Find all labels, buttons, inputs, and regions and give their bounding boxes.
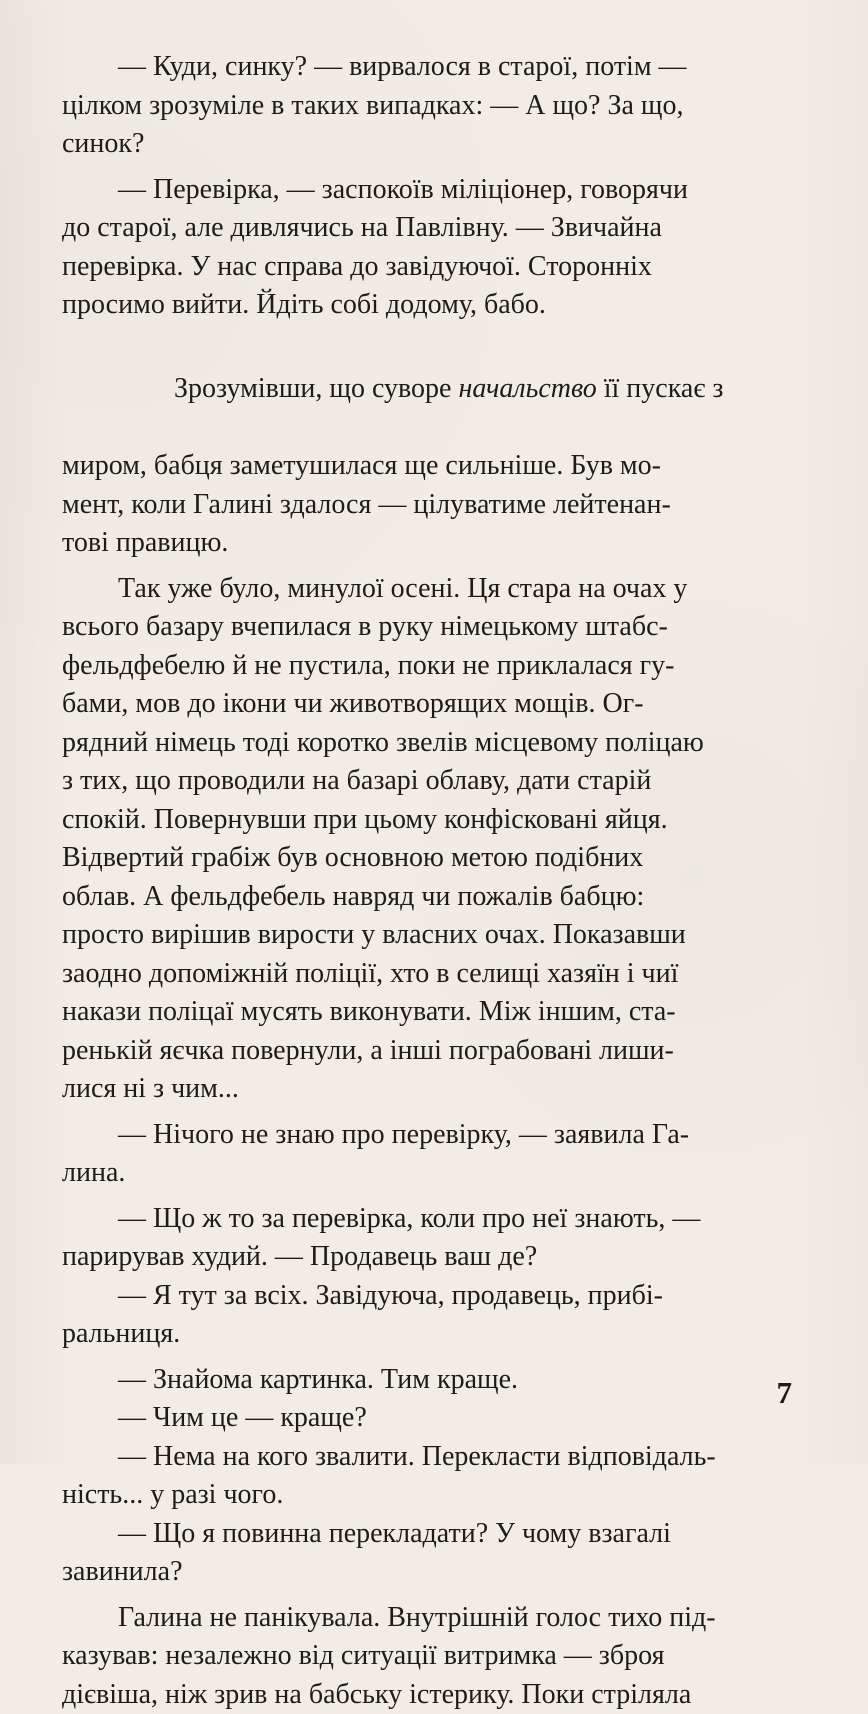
text-segment: її пускає з <box>597 373 724 404</box>
text-line: лися ні з чим... <box>62 1070 804 1109</box>
paragraph-4 <box>62 570 804 1109</box>
text-line-with-italic <box>62 332 804 448</box>
text-line: — Знайома картинка. Тим краще. <box>62 1361 804 1400</box>
text-line: всього базару вчепилася в руку німецькому штабс- <box>62 608 804 647</box>
text-line: до старої, але дивлячись на Павлівну. — Звичайна <box>62 209 804 248</box>
text-line: — Перевірка, — заспокоїв міліціонер, говорячи <box>62 171 804 210</box>
paragraph-2 <box>62 171 804 325</box>
text-line: спокій. Повернувши при цьому конфісковані яйця. <box>62 801 804 840</box>
text-line: лина. <box>62 1154 804 1193</box>
paragraph-1 <box>62 48 804 164</box>
text-line: фельдфебелю й не пустила, поки не приклалася гу- <box>62 647 804 686</box>
text-line: миром, бабця заметушилася ще сильніше. Був мо- <box>62 447 804 486</box>
text-line: тові правицю. <box>62 524 804 563</box>
paragraph-gap <box>62 1354 804 1361</box>
text-line: з тих, що проводили на базарі облаву, дати старій <box>62 762 804 801</box>
paragraph-3 <box>62 332 804 563</box>
text-line: казував: незалежно від ситуації витримка — зброя <box>62 1637 804 1676</box>
text-line: парирував худий. — Продавець ваш де? <box>62 1238 804 1277</box>
paragraph-10 <box>62 1438 804 1515</box>
paragraph-7 <box>62 1277 804 1354</box>
text-line: — Нема на кого звалити. Перекласти відповідаль- <box>62 1438 804 1477</box>
text-line: ральниця. <box>62 1315 804 1354</box>
paragraph-5 <box>62 1116 804 1193</box>
paragraph-gap <box>62 1592 804 1599</box>
text-line: бами, мов до ікони чи животворящих мощів. Ог- <box>62 685 804 724</box>
text-segment: Зрозумівши, що суворе <box>174 373 458 404</box>
text-line: — Що ж то за перевірка, коли про неї знають, — <box>62 1200 804 1239</box>
text-line: просто вирішив вирости у власних очах. Показавши <box>62 916 804 955</box>
text-line: ренькій яєчка повернули, а інші пограбовані лиши- <box>62 1032 804 1071</box>
text-line: цілком зрозуміле в таких випадках: — А що? За що, <box>62 87 804 126</box>
paragraph-8 <box>62 1361 804 1400</box>
paragraph-11 <box>62 1515 804 1592</box>
text-line: Так уже було, минулої осені. Ця стара на очах у <box>62 570 804 609</box>
text-line: заодно допоміжній поліції, хто в селищі хазяїн і чиї <box>62 955 804 994</box>
text-line: облав. А фельдфебель навряд чи пожалів бабцю: <box>62 878 804 917</box>
text-line: — Чим це — краще? <box>62 1399 804 1438</box>
text-line: синок? <box>62 125 804 164</box>
text-line: завинила? <box>62 1553 804 1592</box>
text-line: просимо вийти. Йдіть собі додому, бабо. <box>62 286 804 325</box>
text-line: — Що я повинна перекладати? У чому взагалі <box>62 1515 804 1554</box>
text-line: — Я тут за всіх. Завідуюча, продавець, прибі- <box>62 1277 804 1316</box>
page-text <box>62 48 804 1714</box>
text-line: Відвертий грабіж був основною метою подібних <box>62 839 804 878</box>
text-line: ність... у разі чого. <box>62 1476 804 1515</box>
text-line: накази поліцаї мусять виконувати. Між іншим, ста- <box>62 993 804 1032</box>
text-line: Галина не панікувала. Внутрішній голос тихо під- <box>62 1599 804 1638</box>
paragraph-9 <box>62 1399 804 1438</box>
paragraph-gap <box>62 325 804 332</box>
text-line: — Куди, синку? — вирвалося в старої, потім — <box>62 48 804 87</box>
paragraph-gap <box>62 563 804 570</box>
text-line: рядний німець тоді коротко звелів місцевому поліцаю <box>62 724 804 763</box>
paragraph-gap <box>62 164 804 171</box>
page-number: 7 <box>777 1377 793 1408</box>
paragraph-gap <box>62 1193 804 1200</box>
paragraph-gap <box>62 1109 804 1116</box>
text-line: перевірка. У нас справа до завідуючої. Сторонніх <box>62 248 804 287</box>
paragraph-6 <box>62 1200 804 1277</box>
text-line: — Нічого не знаю про перевірку, — заявила Га- <box>62 1116 804 1155</box>
paragraph-12 <box>62 1599 804 1714</box>
text-line: мент, коли Галині здалося — цілуватиме лейтенан- <box>62 486 804 525</box>
text-line: дієвіша, ніж зрив на бабську істерику. Поки стріляла <box>62 1676 804 1714</box>
italic-word: начальство <box>458 373 596 404</box>
